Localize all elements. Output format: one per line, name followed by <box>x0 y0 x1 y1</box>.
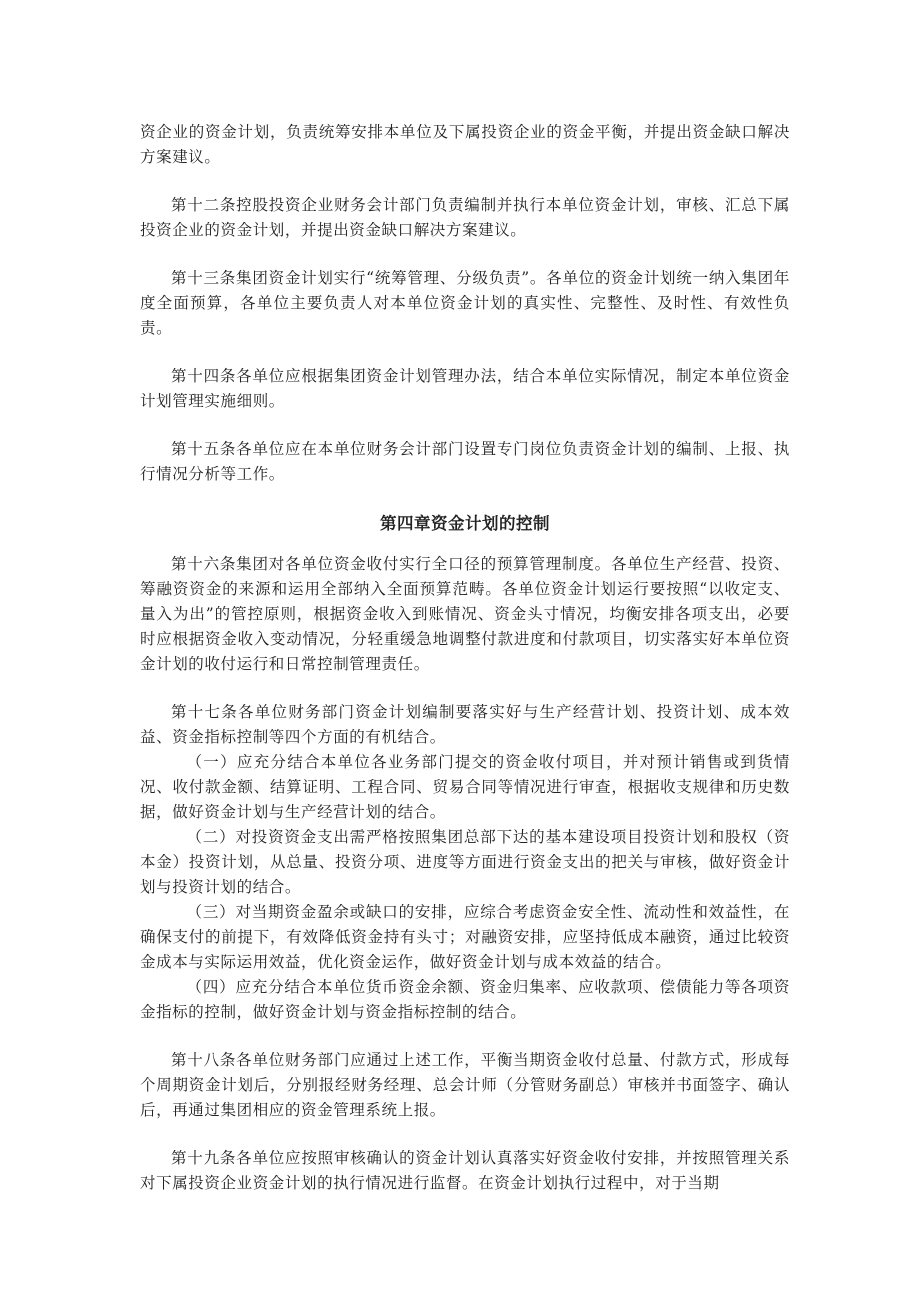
article-17: 第十七条各单位财务部门资金计划编制要落实好与生产经营计划、投资计划、成本效益、资金指标控制等四个方面的有机结合。 <box>140 703 790 746</box>
article-13: 第十三条集团资金计划实行“统筹管理、分级负责”。各单位的资金计划统一纳入集团年度全面预算，各单位主要负责人对本单位资金计划的真实性、完整性、及时性、有效性负责。 <box>140 269 790 337</box>
paragraph-continuation: 资企业的资金计划，负责统筹安排本单位及下属投资企业的资金平衡，并提出资金缺口解决方案建议。 <box>140 123 790 166</box>
article-12: 第十二条控股投资企业财务会计部门负责编制并执行本单位资金计划，审核、汇总下属投资企业的资金计划，并提出资金缺口解决方案建议。 <box>140 196 790 239</box>
article-19: 第十九条各单位应按照审核确认的资金计划认真落实好资金收付安排，并按照管理关系对下属投资企业资金计划的执行情况进行监督。在资金计划执行过程中，对于当期 <box>140 1149 790 1192</box>
article-18: 第十八条各单位财务部门应通过上述工作，平衡当期资金收付总量、付款方式，形成每个周期资金计划后，分别报经财务经理、总会计师（分管财务副总）审核并书面签字、确认后，再通过集团相应的资金管理系统上报。 <box>140 1051 790 1119</box>
chapter-title: 第四章资金计划的控制 <box>380 514 550 533</box>
article-14: 第十四条各单位应根据集团资金计划管理办法，结合本单位实际情况，制定本单位资金计划管理实施细则。 <box>140 367 790 410</box>
article-16: 第十六条集团对各单位资金收付实行全口径的预算管理制度。各单位生产经营、投资、筹融资资金的来源和运用全部纳入全面预算范畴。各单位资金计划运行要按照“以收定支、量入为出”的管控原则，根据资金收入到账情况、资金头寸情况，均衡安排各项支出，必要时应根据资金收入变动情况，分轻重缓急地调整付款进度和付款项目，切实落实好本单位资金计划的收付运行和日常控制管理责任。 <box>140 555 790 673</box>
article-17-item-2: （二）对投资资金支出需严格按照集团总部下达的基本建设项目投资计划和股权（资本金）投资计划，从总量、投资分项、进度等方面进行资金支出的把关与审核，做好资金计划与投资计划的结合。 <box>140 828 790 896</box>
article-17-item-3: （三）对当期资金盈余或缺口的安排，应综合考虑资金安全性、流动性和效益性，在确保支付的前提下，有效降低资金持有头寸；对融资安排，应坚持低成本融资，通过比较资金成本与实际运用效益，优化资金运作，做好资金计划与成本效益的结合。 <box>140 903 790 971</box>
article-17-item-1: （一）应充分结合本单位各业务部门提交的资金收付项目，并对预计销售或到货情况、收付款金额、结算证明、工程合同、贸易合同等情况进行审查，根据收支规律和历史数据，做好资金计划与生产经营计划的结合。 <box>140 753 790 821</box>
document-page <box>140 120 790 1219</box>
article-15: 第十五条各单位应在本单位财务会计部门设置专门岗位负责资金计划的编制、上报、执行情况分析等工作。 <box>140 440 790 483</box>
article-17-item-4: （四）应充分结合本单位货币资金余额、资金归集率、应收款项、偿债能力等各项资金指标的控制，做好资金计划与资金指标控制的结合。 <box>140 978 790 1021</box>
